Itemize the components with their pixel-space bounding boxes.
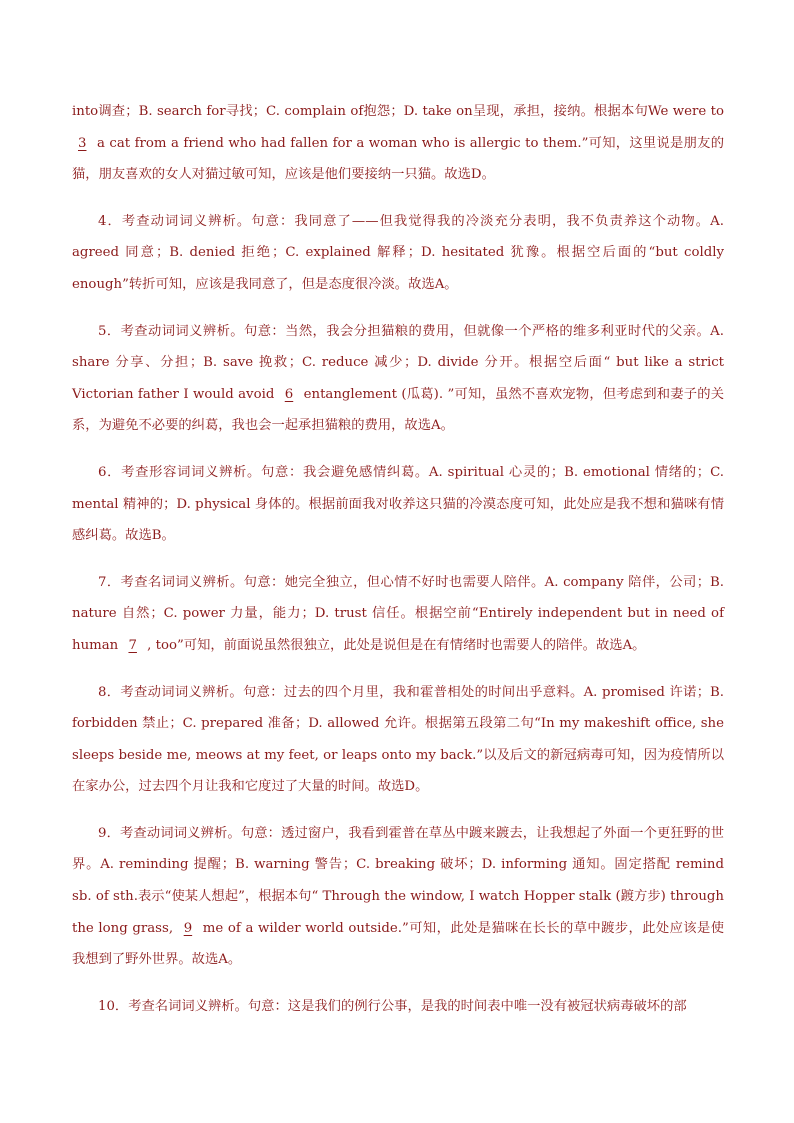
blank-number-6: 6 <box>284 386 294 402</box>
paragraph-text: into调查；B. search for寻找；C. complain of抱怨；D. take on呈现，承担，接纳。根据本句We were to <box>72 104 724 119</box>
paragraph-text: , too”可知，前面说虽然很独立，此处是说但是在有情绪时也需要人的陪伴。故选A。 <box>142 637 646 653</box>
paragraph-text: 7．考查名词词义辨析。句意：她完全独立，但心情不好时也需要人陪伴。A. company 陪伴，公司；B. nature 自然；C. power 力量，能力；D. trust 信任。根据空前“Entirely independent but in need of human <box>72 574 724 653</box>
paragraph-text: 5．考查动词词义辨析。句意：当然，我会分担猫粮的费用，但就像一个严格的维多利亚时代的父亲。A. share 分享、分担；B. save 挽救；C. reduce 减少；D. divide 分开。根据空后面“ but like a strict Victorian father I would avoid <box>72 323 724 402</box>
paragraph-text: 4．考查动词词义辨析。句意：我同意了——但我觉得我的冷淡充分表明，我不负责养这个动物。A. agreed 同意；B. denied 拒绝；C. explained 解释；D. hesitated 犹豫。根据空后面的“but coldly enough”转折可知，应该是我同意了，但是态度很冷淡。故选A。 <box>72 213 724 292</box>
paragraph-question-4 <box>72 206 724 301</box>
paragraph-question-5 <box>72 316 724 442</box>
paragraph-text: 9．考查动词词义辨析。句意：透过窗户，我看到霍普在草丛中踱来踱去，让我想起了外面一个更狂野的世界。A. reminding 提醒；B. warning 警告；C. breaking 破坏；D. informing 通知。固定搭配 remind sb. of sth.表示“使某人想起”，根据本句“ Through the window, I watch Hopper stalk (踱方步) through the long grass, <box>72 825 724 936</box>
blank-number-9: 9 <box>183 920 193 936</box>
paragraph-text: 6．考查形容词词义辨析。句意：我会避免感情纠葛。A. spiritual 心灵的；B. emotional 情绪的；C. mental 精神的；D. physical 身体的。根据前面我对收养这只猫的冷漠态度可知，此处应是我不想和猫咪有情感纠葛。故选B。 <box>72 464 724 544</box>
blank-number-7: 7 <box>128 637 137 653</box>
paragraph-text: entanglement (瓜葛). ”可知，虽然不喜欢宠物，但考虑到和妻子的关系，为避免不必要的纠葛，我也会一起承担猫粮的费用，故选A。 <box>72 386 724 434</box>
paragraph-3-continued <box>72 96 724 191</box>
paragraph-text: a cat from a friend who had fallen for a woman who is allergic to them.”可知，这里说是朋友的猫，朋友喜欢的女人对猫过敏可知，应该是他们要接纳一只猫。故选D。 <box>72 135 724 183</box>
paragraph-text: 8．考查动词词义辨析。句意：过去的四个月里，我和霍普相处的时间出乎意料。A. promised 许诺；B. forbidden 禁止；C. prepared 准备；D. allowed 允许。根据第五段第二句“In my makeshift office, she sleeps beside me, meows at my feet, or leaps onto my back.”以及后文的新冠病毒可知，因为疫情所以在家办公，过去四个月让我和它度过了大量的时间。故选D。 <box>72 684 724 795</box>
paragraph-text: 10．考查名词词义辨析。句意：这是我们的例行公事，是我的时间表中唯一没有被冠状病毒破坏的部 <box>98 998 687 1014</box>
paragraph-question-9 <box>72 818 724 976</box>
paragraph-question-8 <box>72 677 724 803</box>
paragraph-question-6 <box>72 457 724 552</box>
answer-explanations <box>72 96 724 1037</box>
paragraph-question-7 <box>72 567 724 662</box>
paragraph-text: me of a wilder world outside.”可知，此处是猫咪在长长的草中踱步，此处应该是使我想到了野外世界。故选A。 <box>72 920 724 968</box>
paragraph-question-10 <box>72 991 724 1023</box>
blank-number-3: 3 <box>78 135 87 151</box>
